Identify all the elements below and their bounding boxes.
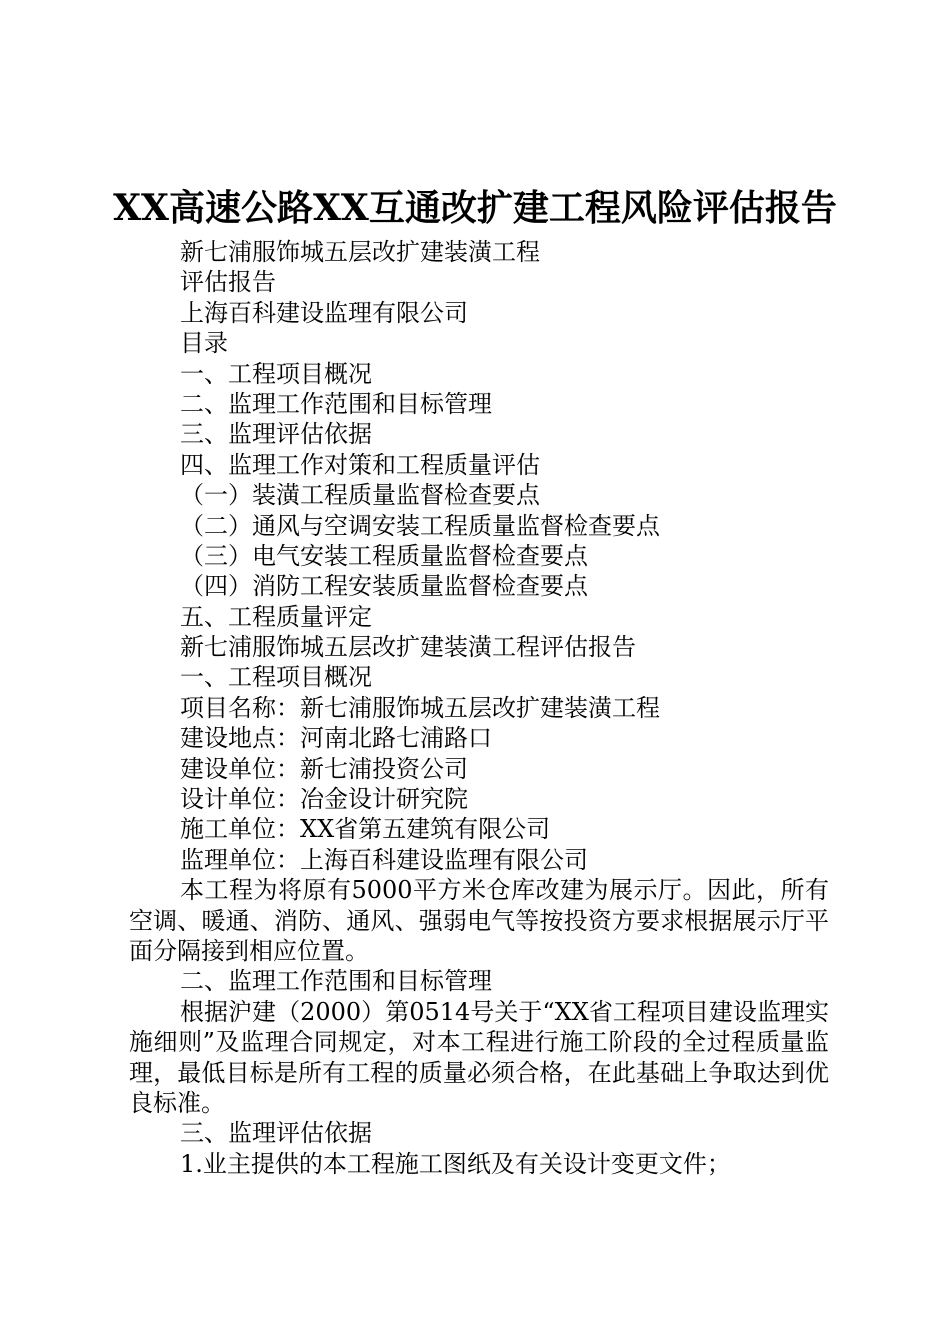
document-body xyxy=(129,237,829,1179)
info-line: 监理单位：上海百科建设监理有限公司 xyxy=(180,845,588,874)
document-title: XX高速公路XX互通改扩建工程风险评估报告 xyxy=(113,187,837,229)
paragraph: 根据沪建（2000）第0514号关于“XX省工程项目建设监理实施细则”及监理合同规定，对本工程进行施工阶段的全过程质量监理，最低目标是所有工程的质量必须合格，在此基础上争取达到优良标准。 xyxy=(129,997,829,1118)
company-line: 上海百科建设监理有限公司 xyxy=(180,298,468,327)
toc-heading: 目录 xyxy=(180,329,228,358)
info-line: 施工单位：XX省第五建筑有限公司 xyxy=(180,815,551,844)
toc-subitem: （一）装潢工程质量监督检查要点 xyxy=(180,481,540,510)
toc-item: 一、工程项目概况 xyxy=(180,359,372,388)
section-title: 新七浦服饰城五层改扩建装潢工程评估报告 xyxy=(180,633,636,662)
toc-item: 四、监理工作对策和工程质量评估 xyxy=(180,450,540,479)
info-line: 建设地点：河南北路七浦路口 xyxy=(180,724,492,753)
section-heading: 二、监理工作范围和目标管理 xyxy=(180,967,492,996)
report-label-line: 评估报告 xyxy=(180,268,276,297)
toc-item: 二、监理工作范围和目标管理 xyxy=(180,389,492,418)
paragraph: 本工程为将原有5000平方米仓库改建为展示厅。因此，所有空调、暖通、消防、通风、强弱电气等按投资方要求根据展示厅平面分隔接到相应位置。 xyxy=(129,876,829,966)
toc-subitem: （二）通风与空调安装工程质量监督检查要点 xyxy=(180,511,660,540)
project-name-line: 新七浦服饰城五层改扩建装潢工程 xyxy=(180,238,540,266)
info-line: 设计单位：冶金设计研究院 xyxy=(180,785,468,814)
list-item: 1.业主提供的本工程施工图纸及有关设计变更文件； xyxy=(180,1149,731,1178)
toc-item: 三、监理评估依据 xyxy=(180,420,372,449)
info-line: 项目名称：新七浦服饰城五层改扩建装潢工程 xyxy=(180,693,660,722)
info-line: 建设单位：新七浦投资公司 xyxy=(180,754,468,783)
toc-subitem: （三）电气安装工程质量监督检查要点 xyxy=(180,541,588,570)
toc-subitem: （四）消防工程安装质量监督检查要点 xyxy=(180,572,588,601)
section-heading: 三、监理评估依据 xyxy=(180,1119,372,1148)
toc-item: 五、工程质量评定 xyxy=(180,602,372,631)
section-heading: 一、工程项目概况 xyxy=(180,663,372,692)
